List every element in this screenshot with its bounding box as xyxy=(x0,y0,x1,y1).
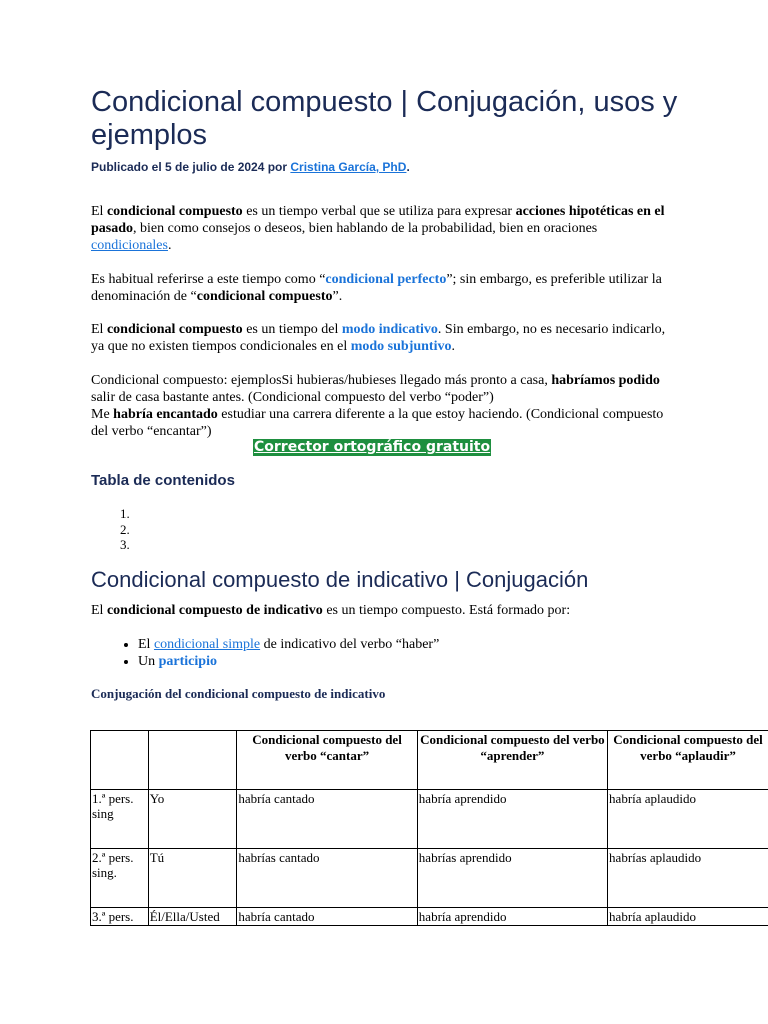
byline xyxy=(91,160,410,174)
list-item xyxy=(138,636,439,653)
table-row xyxy=(91,908,768,926)
text: estudiar una carrera diferente a la que estoy haciendo. (Condicional compuesto del verbo “encantar”) xyxy=(91,407,664,439)
table-header-row xyxy=(91,731,768,790)
toc-list xyxy=(118,506,133,553)
text: Me xyxy=(91,407,114,422)
text: El xyxy=(91,603,107,618)
byline-suffix: . xyxy=(406,160,410,174)
table-header-cell: Condicional compuesto del verbo “aplaudir” xyxy=(608,731,768,790)
table-cell: Tú xyxy=(148,849,237,908)
text: es un tiempo compuesto. Está formado por: xyxy=(322,603,571,618)
table-header-cell xyxy=(91,731,149,790)
text: ”; sin embargo, es preferible utilizar la denominación de “ xyxy=(91,272,662,304)
formation-list xyxy=(112,636,439,670)
participio-link[interactable]: participio xyxy=(158,654,217,669)
table-cell: habrías aplaudido xyxy=(608,849,768,908)
bold-text: acciones hipotéticas en el pasado xyxy=(91,204,665,236)
text: es un tiempo verbal que se utiliza para expresar xyxy=(242,204,516,219)
table-cell: habría aprendido xyxy=(417,908,607,926)
examples-paragraph xyxy=(91,372,681,440)
condicional-perfecto-link[interactable]: condicional perfecto xyxy=(325,272,447,287)
table-cell: habrías aprendido xyxy=(417,849,607,908)
intro-paragraph-1 xyxy=(91,203,681,254)
text: Un xyxy=(138,654,159,669)
table-cell: habría aplaudido xyxy=(608,790,768,849)
byline-prefix: Publicado el 5 de julio de 2024 por xyxy=(91,160,291,174)
table-row xyxy=(91,849,768,908)
author-link[interactable]: Cristina García, PhD xyxy=(290,160,407,174)
bold-text: condicional compuesto xyxy=(106,322,243,337)
table-cell: habría cantado xyxy=(237,790,417,849)
table-cell: habrías cantado xyxy=(237,849,417,908)
table-cell: Él/Ella/Usted xyxy=(148,908,237,926)
list-item xyxy=(138,653,439,670)
text: El xyxy=(91,322,107,337)
text: es un tiempo del xyxy=(242,322,342,337)
page-title: Condicional compuesto | Conjugación, usos y ejemplos xyxy=(91,86,678,151)
table-cell: habría aplaudido xyxy=(608,908,768,926)
section-heading: Condicional compuesto de indicativo | Conjugación xyxy=(91,567,589,592)
bold-text: habríamos podido xyxy=(551,373,660,388)
table-header-cell: Condicional compuesto del verbo “aprender” xyxy=(417,731,607,790)
bold-text: condicional compuesto de indicativo xyxy=(106,603,323,618)
condicionales-link[interactable]: condicionales xyxy=(91,238,168,253)
text: Es habitual referirse a este tiempo como “ xyxy=(91,272,326,287)
text: Condicional compuesto: ejemplosSi hubieras/hubieses llegado más pronto a casa, xyxy=(91,373,552,388)
bold-text: habría encantado xyxy=(113,407,218,422)
modo-subjuntivo-link[interactable]: modo subjuntivo xyxy=(350,339,452,354)
text: . xyxy=(167,238,172,253)
table-row xyxy=(91,790,768,849)
modo-indicativo-link[interactable]: modo indicativo xyxy=(341,322,438,337)
text: El xyxy=(91,204,107,219)
table-header-cell: Condicional compuesto del verbo “cantar” xyxy=(237,731,417,790)
bold-text: condicional compuesto xyxy=(106,204,243,219)
table-cell: 1.ª pers. sing xyxy=(91,790,149,849)
condicional-simple-link[interactable]: condicional simple xyxy=(153,637,261,652)
table-cell: 2.ª pers. sing. xyxy=(91,849,149,908)
text: de indicativo del verbo “haber” xyxy=(260,637,440,652)
conjugation-table xyxy=(90,730,768,926)
table-cell: 3.ª pers. xyxy=(91,908,149,926)
bold-text: condicional compuesto xyxy=(196,289,333,304)
section-paragraph xyxy=(91,602,681,619)
table-cell: Yo xyxy=(148,790,237,849)
spell-checker-cta-link[interactable]: Corrector ortográfico gratuito xyxy=(254,439,491,455)
text: , bien como consejos o deseos, bien hablando de la probabilidad, bien en oraciones xyxy=(133,221,598,236)
text: ”. xyxy=(332,289,343,304)
toc-heading: Tabla de contenidos xyxy=(91,472,235,489)
text: El xyxy=(138,637,154,652)
text: salir de casa bastante antes. (Condicional compuesto del verbo “poder”) xyxy=(91,390,494,405)
intro-paragraph-3 xyxy=(91,321,681,355)
table-cell: habría cantado xyxy=(237,908,417,926)
table-caption: Conjugación del condicional compuesto de indicativo xyxy=(91,686,386,701)
text: . xyxy=(451,339,455,354)
table-cell: habría aprendido xyxy=(417,790,607,849)
intro-paragraph-2 xyxy=(91,271,681,305)
text: . Sin embargo, no es necesario indicarlo, ya que no existen tiempos condicionales en el xyxy=(91,322,666,354)
table-header-cell xyxy=(148,731,237,790)
